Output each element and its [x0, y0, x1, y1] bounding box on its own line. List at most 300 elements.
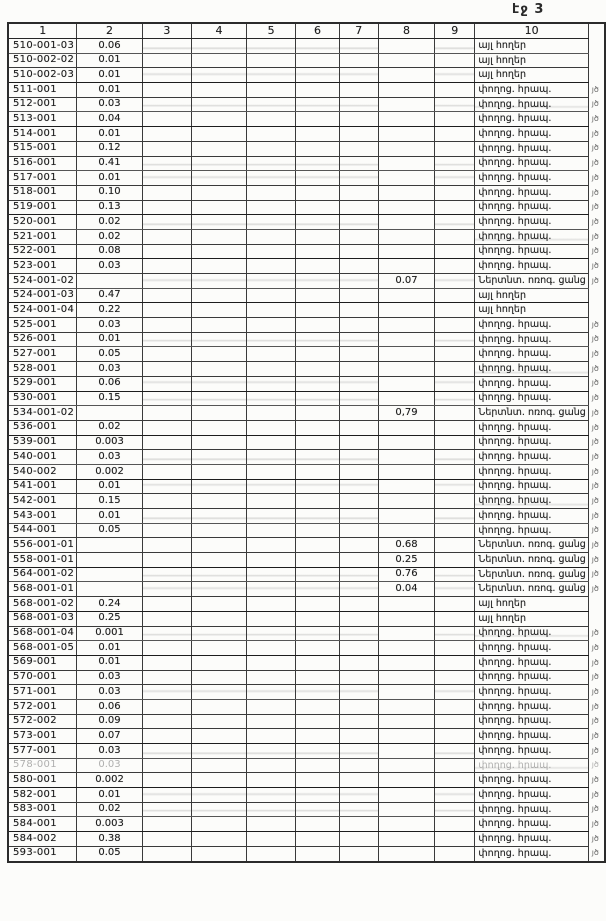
empty-cell-col3 — [142, 156, 192, 171]
table-row — [8, 406, 605, 421]
empty-cell-col9 — [435, 773, 475, 788]
empty-cell-col7 — [339, 332, 378, 347]
empty-cell-col3 — [142, 450, 192, 465]
col8-value-cell — [378, 141, 434, 156]
area-value-cell: 0.06 — [77, 699, 142, 714]
table-row — [8, 347, 605, 362]
area-value-cell: 0.15 — [77, 494, 142, 509]
table-row — [8, 611, 605, 626]
margin-spacer — [588, 53, 605, 68]
empty-cell-col3 — [142, 39, 192, 54]
empty-cell-col7 — [339, 259, 378, 274]
margin-mark: յծ — [591, 686, 599, 696]
empty-cell-col5 — [246, 729, 296, 744]
empty-cell-col9 — [435, 97, 475, 112]
col8-value-cell — [378, 229, 434, 244]
empty-cell-col3 — [142, 68, 192, 83]
table-row — [8, 435, 605, 450]
empty-cell-col3 — [142, 420, 192, 435]
table-row — [8, 244, 605, 259]
empty-cell-col5 — [246, 582, 296, 597]
empty-cell-col6 — [296, 641, 339, 656]
land-use-cell: փողոց. հրապ. — [475, 171, 588, 186]
table-row — [8, 274, 605, 289]
col8-value-cell — [378, 362, 434, 377]
empty-cell-col7 — [339, 479, 378, 494]
land-use-cell: փողոց. հրապ. — [475, 523, 588, 538]
parcel-code-cell: 525-001 — [8, 318, 77, 333]
area-value-cell — [77, 553, 142, 568]
area-value-cell: 0.01 — [77, 655, 142, 670]
col8-value-cell: 0.04 — [378, 582, 434, 597]
empty-cell-col5 — [246, 758, 296, 773]
area-value-cell — [77, 567, 142, 582]
parcel-code-cell: 583-001 — [8, 802, 77, 817]
margin-mark: յծ — [591, 628, 599, 638]
empty-cell-col6 — [296, 802, 339, 817]
empty-cell-col5 — [246, 626, 296, 641]
col8-value-cell — [378, 39, 434, 54]
parcel-code-cell: 571-001 — [8, 685, 77, 700]
empty-cell-col7 — [339, 714, 378, 729]
empty-cell-col3 — [142, 274, 192, 289]
column-header-2: 2 — [77, 23, 142, 39]
area-value-cell: 0.05 — [77, 846, 142, 861]
empty-cell-col6 — [296, 655, 339, 670]
empty-cell-col7 — [339, 53, 378, 68]
parcel-code-cell: 578-001 — [8, 758, 77, 773]
parcel-code-cell: 510-002-02 — [8, 53, 77, 68]
empty-cell-col6 — [296, 406, 339, 421]
empty-cell-col6 — [296, 185, 339, 200]
empty-cell-col6 — [296, 259, 339, 274]
empty-cell-col4 — [192, 699, 246, 714]
empty-cell-col4 — [192, 141, 246, 156]
empty-cell-col3 — [142, 729, 192, 744]
parcel-code-cell: 516-001 — [8, 156, 77, 171]
parcel-code-cell: 510-002-03 — [8, 68, 77, 83]
empty-cell-col5 — [246, 141, 296, 156]
land-use-cell: փողոց. հրապ. — [475, 729, 588, 744]
empty-cell-col9 — [435, 318, 475, 333]
col8-value-cell — [378, 773, 434, 788]
empty-cell-col5 — [246, 332, 296, 347]
land-use-cell: Ներտնտ. ոռոգ. ցանց — [475, 274, 588, 289]
parcel-code-cell: 572-001 — [8, 699, 77, 714]
table-body — [8, 39, 605, 862]
empty-cell-col5 — [246, 112, 296, 127]
land-use-cell: փողոց. հրապ. — [475, 244, 588, 259]
empty-cell-col7 — [339, 141, 378, 156]
empty-cell-col9 — [435, 714, 475, 729]
empty-cell-col5 — [246, 597, 296, 612]
col8-value-cell — [378, 376, 434, 391]
empty-cell-col5 — [246, 846, 296, 861]
table-row — [8, 391, 605, 406]
empty-cell-col6 — [296, 435, 339, 450]
empty-cell-col9 — [435, 39, 475, 54]
empty-cell-col4 — [192, 362, 246, 377]
land-use-cell: փողոց. հրապ. — [475, 229, 588, 244]
empty-cell-col9 — [435, 538, 475, 553]
empty-cell-col9 — [435, 332, 475, 347]
empty-cell-col5 — [246, 788, 296, 803]
land-use-cell: փողոց. հրապ. — [475, 464, 588, 479]
empty-cell-col6 — [296, 626, 339, 641]
empty-cell-col6 — [296, 597, 339, 612]
area-value-cell: 0.12 — [77, 141, 142, 156]
margin-mark: յծ — [591, 730, 599, 740]
area-value-cell: 0.01 — [77, 68, 142, 83]
empty-cell-col3 — [142, 611, 192, 626]
margin-mark: յծ — [591, 716, 599, 726]
col8-value-cell — [378, 332, 434, 347]
empty-cell-col7 — [339, 39, 378, 54]
empty-cell-col3 — [142, 788, 192, 803]
table-row — [8, 494, 605, 509]
col8-value-cell — [378, 83, 434, 98]
empty-cell-col5 — [246, 744, 296, 759]
empty-cell-col6 — [296, 39, 339, 54]
empty-cell-col4 — [192, 744, 246, 759]
area-value-cell: 0.03 — [77, 744, 142, 759]
parcel-code-cell: 523-001 — [8, 259, 77, 274]
table-row — [8, 68, 605, 83]
land-use-cell: փողոց. հրապ. — [475, 215, 588, 230]
col8-value-cell — [378, 729, 434, 744]
empty-cell-col9 — [435, 391, 475, 406]
margin-mark: յծ — [591, 642, 599, 652]
empty-cell-col5 — [246, 553, 296, 568]
empty-cell-col9 — [435, 347, 475, 362]
table-row — [8, 817, 605, 832]
parcel-code-cell: 529-001 — [8, 376, 77, 391]
empty-cell-col9 — [435, 597, 475, 612]
empty-cell-col6 — [296, 832, 339, 847]
table-header — [8, 23, 605, 39]
empty-cell-col7 — [339, 303, 378, 318]
header-row — [8, 23, 605, 39]
table-row — [8, 376, 605, 391]
empty-cell-col3 — [142, 362, 192, 377]
parcel-code-cell: 530-001 — [8, 391, 77, 406]
empty-cell-col7 — [339, 553, 378, 568]
empty-cell-col5 — [246, 523, 296, 538]
empty-cell-col6 — [296, 582, 339, 597]
empty-cell-col9 — [435, 509, 475, 524]
empty-cell-col3 — [142, 685, 192, 700]
empty-cell-col3 — [142, 97, 192, 112]
empty-cell-col4 — [192, 582, 246, 597]
empty-cell-col7 — [339, 802, 378, 817]
empty-cell-col7 — [339, 362, 378, 377]
parcel-code-cell: 542-001 — [8, 494, 77, 509]
empty-cell-col4 — [192, 494, 246, 509]
area-value-cell: 0.02 — [77, 229, 142, 244]
land-use-cell: փողոց. հրապ. — [475, 200, 588, 215]
area-value-cell: 0.01 — [77, 788, 142, 803]
parcel-code-cell: 580-001 — [8, 773, 77, 788]
empty-cell-col4 — [192, 200, 246, 215]
land-use-cell: փողոց. հրապ. — [475, 376, 588, 391]
parcel-code-cell: 510-001-03 — [8, 39, 77, 54]
empty-cell-col9 — [435, 802, 475, 817]
empty-cell-col7 — [339, 200, 378, 215]
empty-cell-col4 — [192, 39, 246, 54]
area-value-cell — [77, 582, 142, 597]
table-row — [8, 832, 605, 847]
empty-cell-col6 — [296, 362, 339, 377]
col8-value-cell — [378, 112, 434, 127]
margin-mark: յծ — [591, 745, 599, 755]
table-row — [8, 171, 605, 186]
empty-cell-col4 — [192, 112, 246, 127]
empty-cell-col5 — [246, 259, 296, 274]
land-use-cell: փողոց. հրապ. — [475, 420, 588, 435]
empty-cell-col9 — [435, 494, 475, 509]
col8-value-cell — [378, 171, 434, 186]
col8-value-cell — [378, 846, 434, 861]
parcel-code-cell: 513-001 — [8, 112, 77, 127]
empty-cell-col6 — [296, 509, 339, 524]
empty-cell-col3 — [142, 464, 192, 479]
table-row — [8, 200, 605, 215]
empty-cell-col4 — [192, 464, 246, 479]
parcel-code-cell: 593-001 — [8, 846, 77, 861]
margin-mark: յծ — [591, 833, 599, 843]
empty-cell-col6 — [296, 141, 339, 156]
land-use-cell: փողոց. հրապ. — [475, 699, 588, 714]
empty-cell-col6 — [296, 229, 339, 244]
parcel-code-cell: 528-001 — [8, 362, 77, 377]
empty-cell-col7 — [339, 494, 378, 509]
empty-cell-col5 — [246, 200, 296, 215]
empty-cell-col6 — [296, 156, 339, 171]
col8-value-cell: 0.76 — [378, 567, 434, 582]
empty-cell-col5 — [246, 685, 296, 700]
empty-cell-col6 — [296, 744, 339, 759]
column-header-3: 3 — [142, 23, 192, 39]
empty-cell-col5 — [246, 699, 296, 714]
area-value-cell: 0.01 — [77, 509, 142, 524]
table-row — [8, 773, 605, 788]
empty-cell-col4 — [192, 244, 246, 259]
empty-cell-col6 — [296, 538, 339, 553]
empty-cell-col7 — [339, 832, 378, 847]
table-row — [8, 641, 605, 656]
empty-cell-col6 — [296, 97, 339, 112]
table-row — [8, 215, 605, 230]
empty-cell-col3 — [142, 494, 192, 509]
land-use-cell: փողոց. հրապ. — [475, 83, 588, 98]
empty-cell-col9 — [435, 435, 475, 450]
margin-mark: յծ — [591, 246, 599, 256]
empty-cell-col6 — [296, 200, 339, 215]
land-use-cell: փողոց. հրապ. — [475, 846, 588, 861]
empty-cell-col7 — [339, 420, 378, 435]
margin-mark: յծ — [591, 260, 599, 270]
area-value-cell: 0.38 — [77, 832, 142, 847]
table-row — [8, 318, 605, 333]
empty-cell-col7 — [339, 611, 378, 626]
empty-cell-col4 — [192, 406, 246, 421]
parcel-code-cell: 569-001 — [8, 655, 77, 670]
area-value-cell: 0.01 — [77, 53, 142, 68]
col8-value-cell — [378, 744, 434, 759]
empty-cell-col6 — [296, 53, 339, 68]
empty-cell-col5 — [246, 450, 296, 465]
empty-cell-col4 — [192, 670, 246, 685]
empty-cell-col7 — [339, 729, 378, 744]
col8-value-cell — [378, 494, 434, 509]
empty-cell-col4 — [192, 758, 246, 773]
empty-cell-col6 — [296, 670, 339, 685]
empty-cell-col4 — [192, 788, 246, 803]
col8-value-cell: 0,79 — [378, 406, 434, 421]
empty-cell-col3 — [142, 185, 192, 200]
empty-cell-col6 — [296, 420, 339, 435]
empty-cell-col3 — [142, 641, 192, 656]
empty-cell-col7 — [339, 376, 378, 391]
empty-cell-col5 — [246, 127, 296, 142]
empty-cell-col6 — [296, 450, 339, 465]
parcel-code-cell: 584-002 — [8, 832, 77, 847]
empty-cell-col9 — [435, 362, 475, 377]
parcel-code-cell: 541-001 — [8, 479, 77, 494]
empty-cell-col6 — [296, 714, 339, 729]
empty-cell-col7 — [339, 670, 378, 685]
empty-cell-col3 — [142, 832, 192, 847]
parcel-code-cell: 544-001 — [8, 523, 77, 538]
empty-cell-col4 — [192, 553, 246, 568]
land-use-cell: փողոց. հրապ. — [475, 744, 588, 759]
empty-cell-col4 — [192, 729, 246, 744]
area-value-cell: 0.003 — [77, 435, 142, 450]
margin-mark: յծ — [591, 525, 599, 535]
col8-value-cell — [378, 641, 434, 656]
empty-cell-col7 — [339, 626, 378, 641]
area-value-cell — [77, 406, 142, 421]
empty-cell-col4 — [192, 83, 246, 98]
land-use-cell: փողոց. հրապ. — [475, 112, 588, 127]
empty-cell-col3 — [142, 714, 192, 729]
area-value-cell: 0.01 — [77, 171, 142, 186]
empty-cell-col4 — [192, 611, 246, 626]
margin-mark: յծ — [591, 99, 599, 109]
empty-cell-col9 — [435, 244, 475, 259]
margin-mark: յծ — [591, 701, 599, 711]
empty-cell-col4 — [192, 626, 246, 641]
empty-cell-col5 — [246, 817, 296, 832]
margin-spacer — [588, 303, 605, 318]
empty-cell-col9 — [435, 141, 475, 156]
empty-cell-col4 — [192, 597, 246, 612]
land-use-cell: փողոց. հրապ. — [475, 494, 588, 509]
empty-cell-col4 — [192, 450, 246, 465]
col8-value-cell — [378, 347, 434, 362]
empty-cell-col3 — [142, 744, 192, 759]
empty-cell-col5 — [246, 215, 296, 230]
empty-cell-col7 — [339, 318, 378, 333]
empty-cell-col7 — [339, 523, 378, 538]
table-row — [8, 655, 605, 670]
margin-mark: յծ — [591, 657, 599, 667]
empty-cell-col5 — [246, 420, 296, 435]
empty-cell-col9 — [435, 450, 475, 465]
col8-value-cell — [378, 244, 434, 259]
parcel-code-cell: 524-001-03 — [8, 288, 77, 303]
empty-cell-col4 — [192, 523, 246, 538]
parcel-code-cell: 540-002 — [8, 464, 77, 479]
land-use-cell: փողոց. հրապ. — [475, 670, 588, 685]
empty-cell-col5 — [246, 288, 296, 303]
empty-cell-col5 — [246, 97, 296, 112]
empty-cell-col6 — [296, 391, 339, 406]
empty-cell-col9 — [435, 553, 475, 568]
empty-cell-col9 — [435, 288, 475, 303]
margin-mark: յծ — [591, 510, 599, 520]
margin-mark: յծ — [591, 407, 599, 417]
area-value-cell: 0.07 — [77, 729, 142, 744]
parcel-code-cell: 568-001-02 — [8, 597, 77, 612]
empty-cell-col5 — [246, 156, 296, 171]
area-value-cell: 0.25 — [77, 611, 142, 626]
margin-mark: յծ — [591, 437, 599, 447]
margin-mark: յծ — [591, 349, 599, 359]
table-row — [8, 626, 605, 641]
empty-cell-col5 — [246, 391, 296, 406]
land-use-cell: փողոց. հրապ. — [475, 435, 588, 450]
empty-cell-col6 — [296, 523, 339, 538]
parcel-code-cell: 519-001 — [8, 200, 77, 215]
empty-cell-col4 — [192, 567, 246, 582]
col8-value-cell — [378, 200, 434, 215]
empty-cell-col3 — [142, 347, 192, 362]
empty-cell-col3 — [142, 112, 192, 127]
empty-cell-col7 — [339, 83, 378, 98]
margin-mark: յծ — [591, 554, 599, 564]
area-value-cell: 0.01 — [77, 332, 142, 347]
land-use-cell: փողոց. հրապ. — [475, 641, 588, 656]
area-value-cell: 0.02 — [77, 420, 142, 435]
empty-cell-col9 — [435, 156, 475, 171]
parcel-code-cell: 522-001 — [8, 244, 77, 259]
empty-cell-col6 — [296, 699, 339, 714]
empty-cell-col4 — [192, 97, 246, 112]
margin-mark: յծ — [591, 672, 599, 682]
empty-cell-col4 — [192, 229, 246, 244]
table-row — [8, 332, 605, 347]
empty-cell-col6 — [296, 494, 339, 509]
empty-cell-col5 — [246, 641, 296, 656]
margin-mark: յծ — [591, 819, 599, 829]
empty-cell-col9 — [435, 171, 475, 186]
area-value-cell: 0.03 — [77, 758, 142, 773]
empty-cell-col4 — [192, 773, 246, 788]
empty-cell-col4 — [192, 318, 246, 333]
empty-cell-col5 — [246, 53, 296, 68]
empty-cell-col6 — [296, 567, 339, 582]
empty-cell-col3 — [142, 406, 192, 421]
parcel-code-cell: 517-001 — [8, 171, 77, 186]
empty-cell-col6 — [296, 685, 339, 700]
parcel-code-cell: 527-001 — [8, 347, 77, 362]
col8-value-cell — [378, 391, 434, 406]
table-row — [8, 362, 605, 377]
area-value-cell: 0.03 — [77, 318, 142, 333]
empty-cell-col7 — [339, 244, 378, 259]
table-row — [8, 83, 605, 98]
